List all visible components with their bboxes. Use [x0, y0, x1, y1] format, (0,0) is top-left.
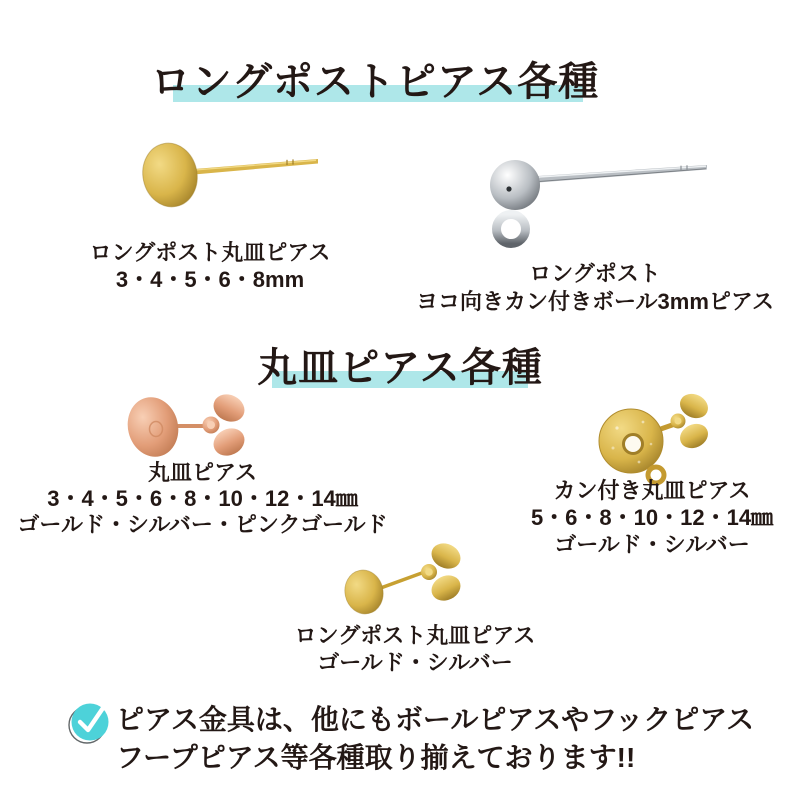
product-sizes: 3・4・5・6・8・10・12・14㎜ [47, 486, 358, 511]
product-sizes: 5・6・8・10・12・14㎜ [530, 505, 774, 530]
product-colors: ゴールド・シルバー・ピンクゴールド [17, 512, 388, 537]
product-label-gold-long-post-clutch [215, 622, 615, 676]
section-title-long-post: ロングポストピアス各種 [150, 60, 600, 104]
product-name: ロングポスト [529, 261, 661, 286]
product-name: ロングポスト丸皿ピアス [89, 240, 331, 265]
product-colors: ゴールド・シルバー [317, 650, 513, 675]
product-label-gold-long-post [10, 239, 410, 293]
product-label-gold-flat-pad-with-loop [452, 477, 800, 558]
product-image-silver-ball-post-with-loop [478, 148, 713, 253]
product-label-pink-gold-flat-pad [0, 460, 405, 538]
product-image-gold-long-post-flat-disc [110, 133, 335, 238]
product-image-gold-flat-pad-with-loop [595, 388, 717, 490]
product-name-line2: ヨコ向きカン付きボール3mmピアス [415, 289, 775, 314]
product-name: 丸皿ピアス [147, 460, 258, 485]
product-colors: ゴールド・シルバー [554, 532, 750, 557]
product-name: ロングポスト丸皿ピアス [294, 623, 536, 648]
check-icon [67, 699, 113, 745]
footer-note-line1: ピアス金具は、他にもボールピアスやフックピアス [116, 704, 755, 735]
footer-note [116, 701, 786, 777]
footer-note-line2: フープピアス等各種取り揃えております!! [116, 742, 636, 773]
section-title-flat-pad: 丸皿ピアス各種 [257, 346, 543, 390]
product-image-pink-gold-flat-pad-stud [123, 390, 248, 462]
product-sizes: 3・4・5・6・8mm [115, 267, 305, 292]
product-label-silver-ball-post [400, 260, 790, 316]
product-name: カン付き丸皿ピアス [553, 478, 751, 503]
